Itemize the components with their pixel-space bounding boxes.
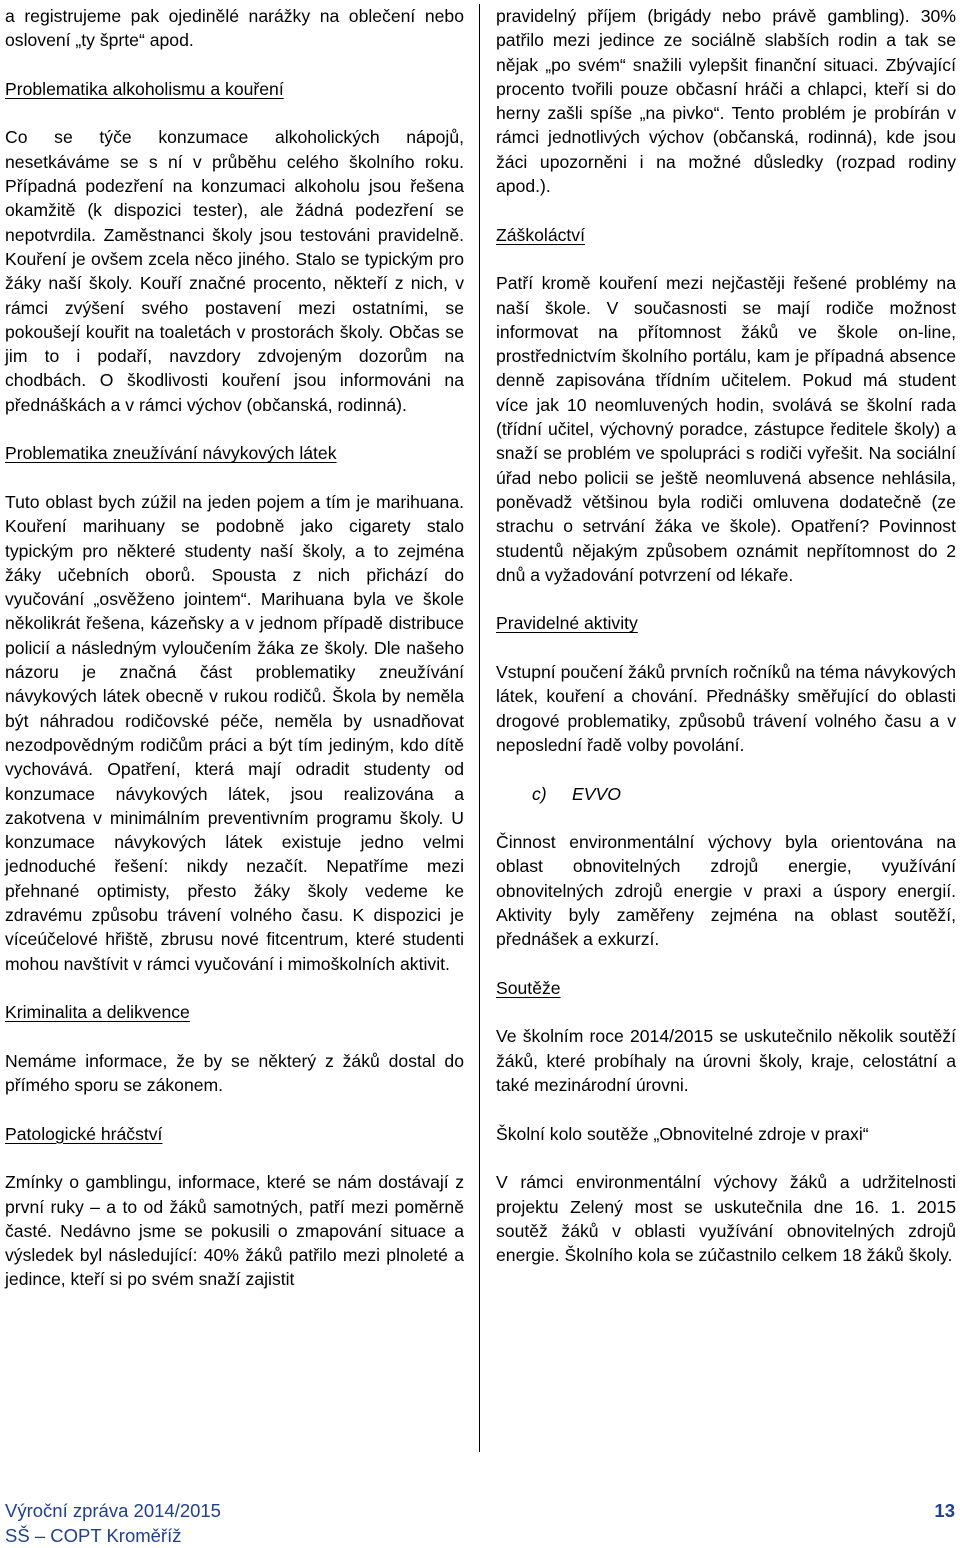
paragraph: Zmínky o gamblingu, informace, které se nám dostávají z první ruky – a to od žáků samotných, patří mezi poměrně časté. Nedávno jsme se pokusili o zmapování situace a výsledek byl následující: 40% žáků patřilo mezi plnoleté a jedince, kteří si po svém snaží zajistit	[5, 1172, 464, 1290]
subsection-label: c)	[532, 783, 547, 804]
paragraph: pravidelný příjem (brigády nebo právě gambling). 30% patřilo mezi jedince ze sociálně slabších rodin a tak se nějak „po svém“ snažili vylepšit finanční situaci. Zbývající procento tvořili pouze občasní hráči a chlapci, kteří si do herny zašli spíše „na pivko“. Tento problém je probírán v rámci jednotlivých výchov (občanská, rodinná), kde jsou žáci upozorněni i na možné důsledky (rozpad rodiny apod.).	[496, 6, 956, 197]
spacer	[496, 952, 956, 976]
section-heading: Kriminalita a delikvence	[5, 1002, 190, 1023]
section-heading: Problematika zneužívání návykových látek	[5, 443, 337, 464]
paragraph: Nemáme informace, že by se některý z žáků dostal do přímého sporu se zákonem.	[5, 1050, 464, 1096]
page-number: 13	[934, 1500, 955, 1521]
spacer	[496, 757, 956, 781]
paragraph: Činnost environmentální výchovy byla orientována na oblast obnovitelných zdrojů energie, využívání obnovitelných zdrojů energie v praxi a úspory energií. Aktivity byly zaměřeny zejména na oblast soutěží, přednášek a exkurzí.	[496, 832, 956, 950]
section-heading: Záškoláctví	[496, 224, 585, 245]
spacer	[5, 101, 464, 125]
spacer	[5, 53, 464, 77]
page-footer	[5, 1498, 955, 1548]
paragraph: Tuto oblast bych zúžil na jeden pojem a tím je marihuana. Kouření marihuany se podobně jako cigarety stalo typickým pro některé studenty naší školy, a to zejména žáky učebních oborů. Spousta z nich přichází do vyučování „osvěženo jointem“. Marihuana byla ve škole několikrát řešena, kázeňsky a v jednom případě distribuce policií a následným vyloučením žáka ze školy. Dle našeho názoru je značná část problematiky zneužívání návykových látek obecně v rukou rodičů. Škola by neměla být náhradou rodičovské péče, neměla by usnadňovat nezodpovědným rodičům práci a být tím jediným, kdo dítě vychovává. Opatření, která mají odradit studenty od konzumace návykových látek, jsou realizována a zakotvena v minimálním preventivním programu školy. U konzumace návykových látek existuje jedno velmi jednoduché řešení: nikdy nezačít. Nepatříme mezi přehnané optimisty, přesto žáky školy vedeme ke zdravému způsobu trávení volného času. K dispozici je víceúčelové hřiště, zbrusu nové fitcentrum, které studenti mohou navštívit v rámci vyučování i mimoškolních aktivit.	[5, 491, 464, 974]
section-heading: Problematika alkoholismu a kouření	[5, 78, 284, 99]
subsection-title: EVVO	[572, 783, 621, 804]
spacer	[496, 636, 956, 660]
spacer	[5, 466, 464, 490]
paragraph: Školní kolo soutěže „Obnovitelné zdroje v praxi“	[496, 1123, 869, 1144]
spacer	[5, 417, 464, 441]
paragraph: Ve školním roce 2014/2015 se uskutečnilo několik soutěží žáků, které probíhaly na úrovni školy, kraje, celostátní a také mezinárodní úrovni.	[496, 1026, 956, 1096]
section-heading: Pravidelné aktivity	[496, 613, 638, 634]
section-heading: Patologické hráčství	[5, 1123, 163, 1144]
footer-report-title: Výroční zpráva 2014/2015	[5, 1500, 221, 1521]
spacer	[5, 1146, 464, 1170]
paragraph: a registrujeme pak ojedinělé narážky na oblečení nebo oslovení „ty šprte“ apod.	[5, 6, 464, 51]
paragraph: Vstupní poučení žáků prvních ročníků na téma návykových látek, kouření a chování. Přednášky směřující do oblasti drogové problematiky, způsobů trávení volného času a v neposlední řadě volby povolání.	[496, 662, 956, 755]
spacer	[496, 1097, 956, 1121]
spacer	[5, 976, 464, 1000]
spacer	[496, 247, 956, 271]
spacer	[5, 1097, 464, 1121]
paragraph: Co se týče konzumace alkoholických nápojů, nesetkáváme se s ní v průběhu celého školního roku. Případná podezření na konzumaci alkoholu jsou řešena okamžitě (k dispozici tester), ale žádná podezření se nepotvrdila. Zaměstnanci školy jsou testováni pravidelně. Kouření je ovšem zcela něco jiného. Stalo se typickým pro žáky naší školy. Kouří značné procento, někteří z nich, v rámci zvýšení svého postavení mezi ostatními, se pokoušejí kouřit na toaletách v prostorách školy. Občas se jim to i podaří, navzdory zdvojeným dozorům na chodbách. O škodlivosti kouření jsou informováni na přednáškách a v rámci výchov (občanská, rodinná).	[5, 127, 464, 415]
subsection-heading	[496, 782, 956, 806]
spacer	[496, 806, 956, 830]
paragraph: Patří kromě kouření mezi nejčastěji řešené problémy na naší škole. V současnosti se mají rodiče možnost informovat na přítomnost žáků ve škole on-line, prostřednictvím školního portálu, kam je případná absence denně zapisována třídním učitelem. Pokud má student více jak 10 neomluvených hodin, svolává se školní rada (třídní učitel, výchovný poradce, zástupce ředitele školy) a snaží se problém ve spolupráci s rodiči vyřešit. Na sociální úřad nebo policii se ještě neomluvená absence nehlásila, poněvadž většinou byla rodiči omluvena dodatečně (ze strachu o setrvání žáka ve škole). Opatření? Povinnost studentů nějakým způsobem oznámit nepřítomnost do 2 dnů a vyžadování potvrzení od lékaře.	[496, 273, 956, 585]
left-column	[5, 4, 464, 1292]
spacer	[496, 1000, 956, 1024]
spacer	[496, 587, 956, 611]
footer-school-name: SŠ – COPT Kroměříž	[5, 1525, 182, 1546]
paragraph: V rámci environmentální výchovy žáků a udržitelnosti projektu Zelený most se uskutečnila dne 16. 1. 2015 soutěž žáků v oblasti využívání obnovitelných zdrojů energie. Školního kola se zúčastnilo celkem 18 žáků školy.	[496, 1172, 956, 1266]
spacer	[5, 1024, 464, 1048]
spacer	[496, 198, 956, 222]
spacer	[496, 1146, 956, 1170]
section-heading: Soutěže	[496, 977, 561, 998]
column-divider	[479, 4, 480, 1452]
right-column	[496, 4, 956, 1267]
